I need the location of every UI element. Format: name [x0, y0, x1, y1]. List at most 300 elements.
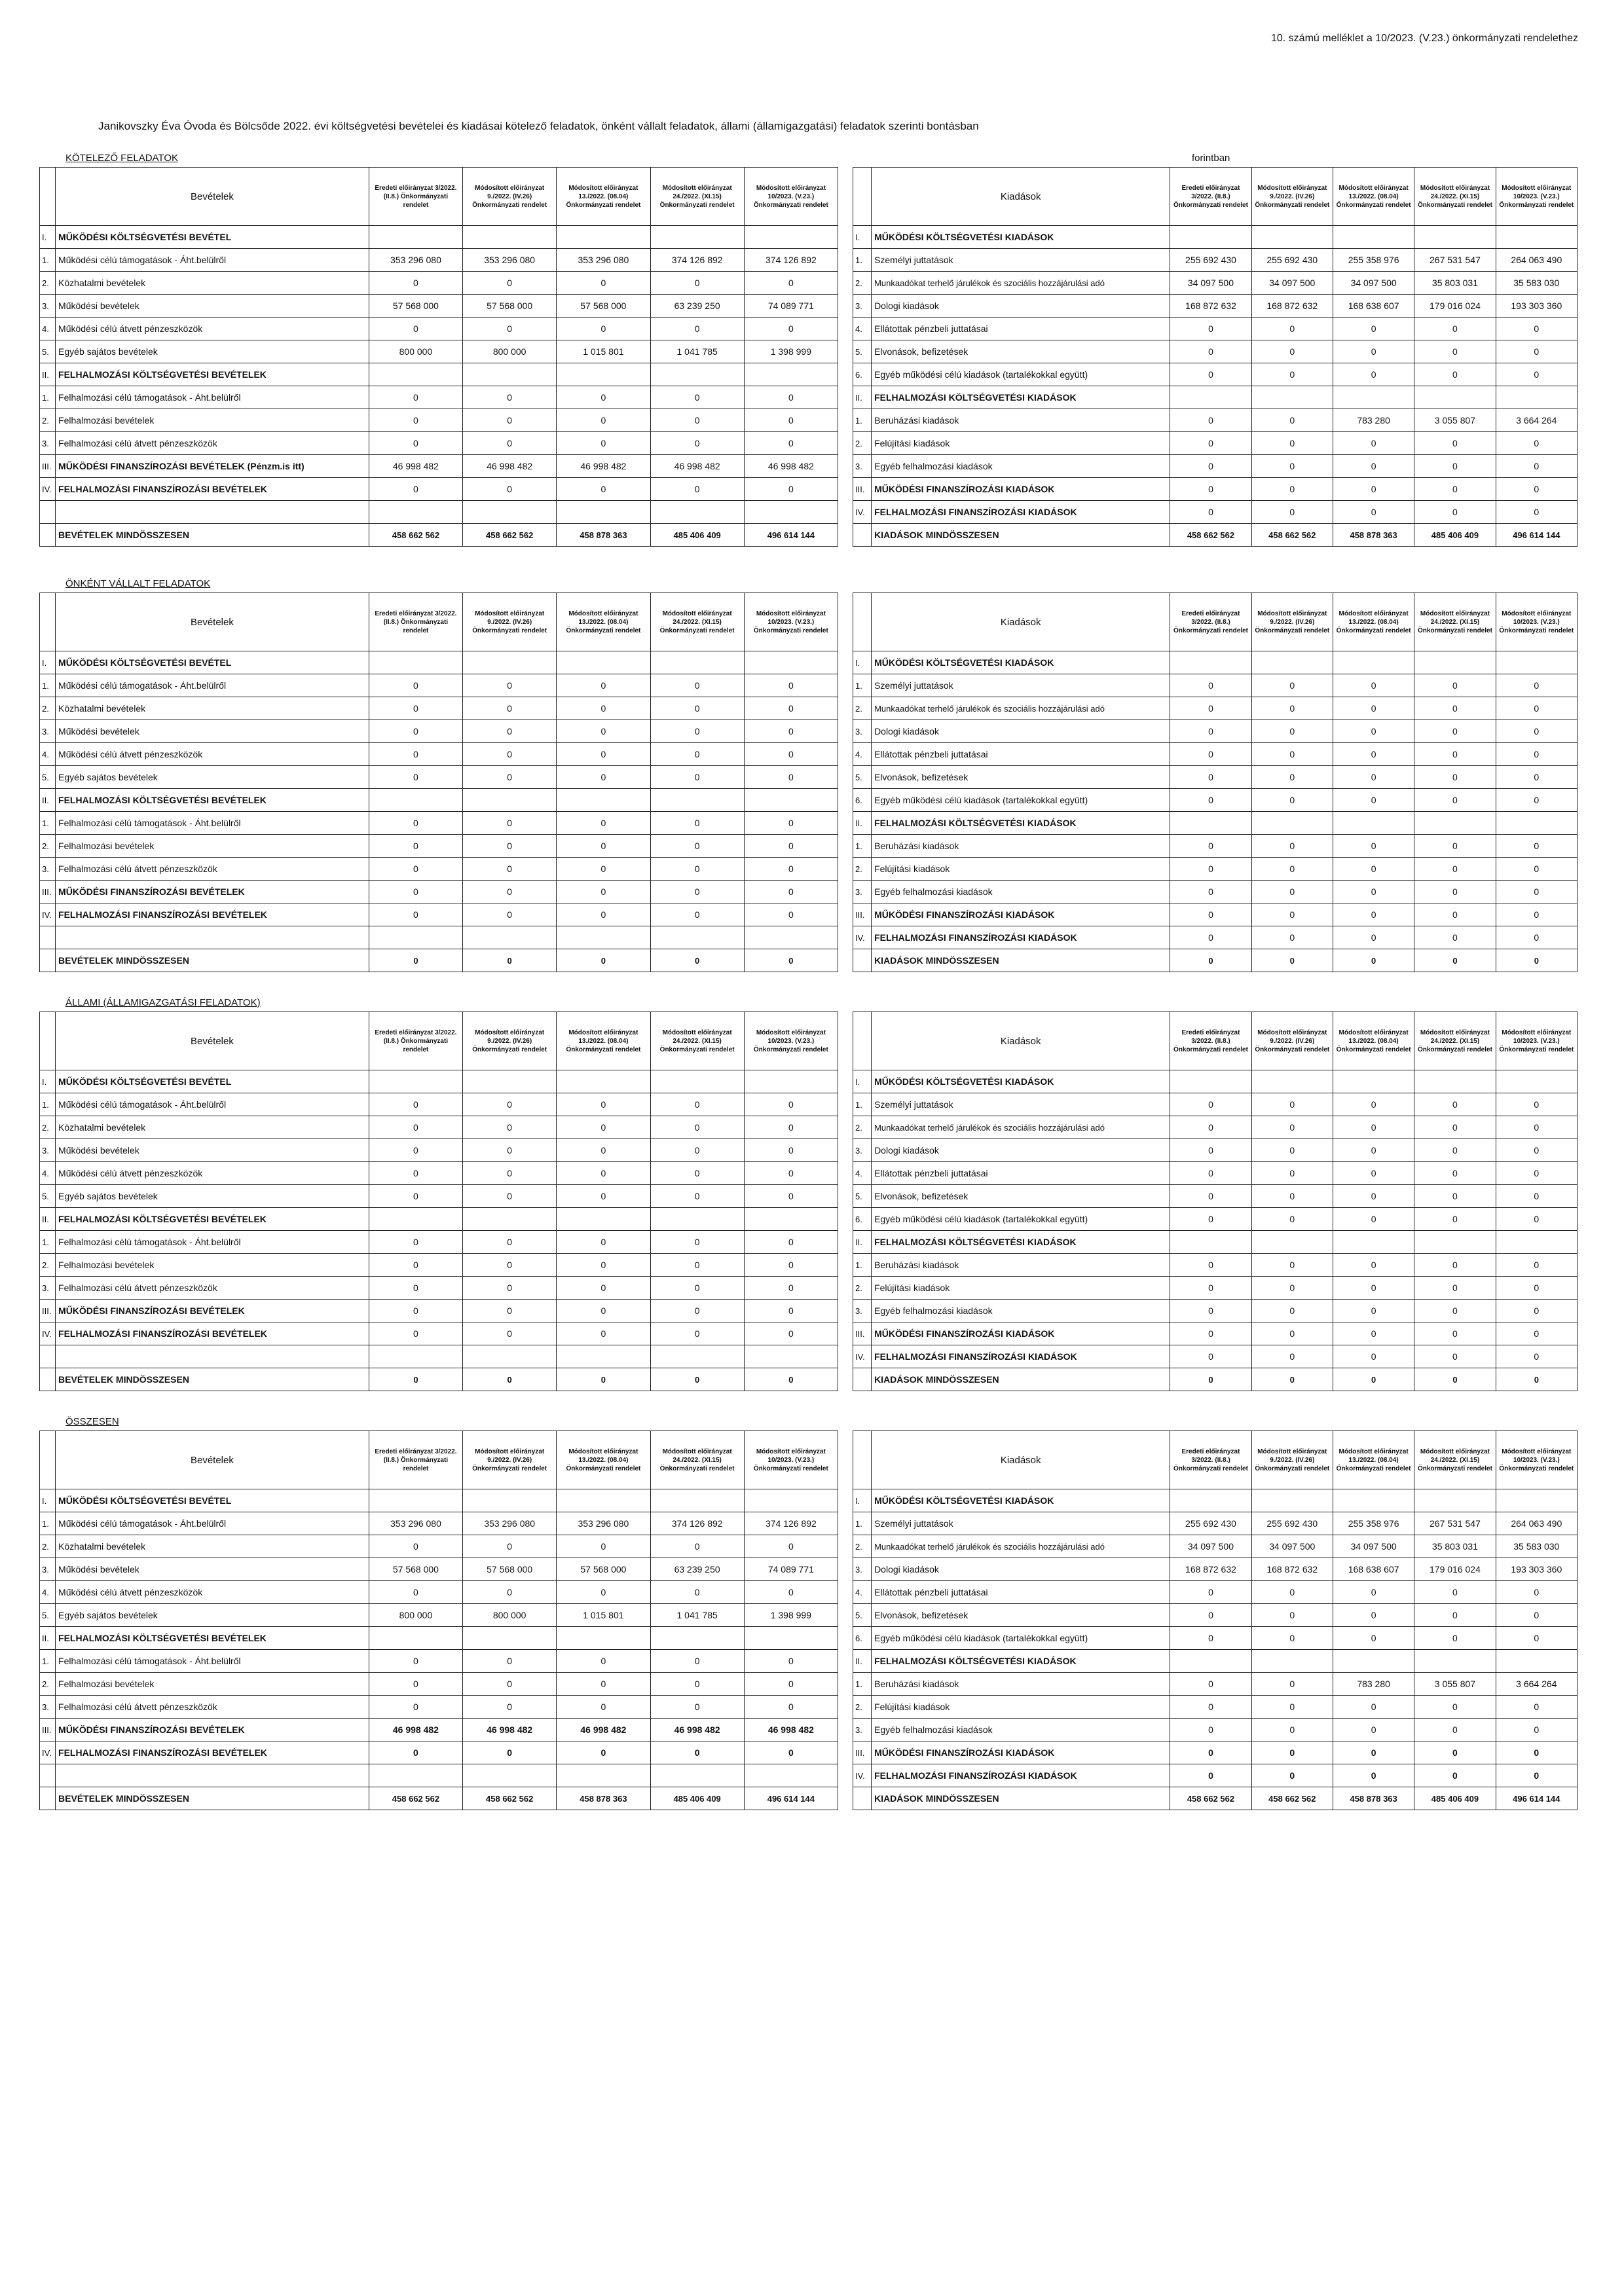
row-number: 2. [40, 1535, 56, 1558]
section-tables [39, 167, 1578, 547]
row-label: MŰKÖDÉSI FINANSZÍROZÁSI KIADÁSOK [872, 903, 1170, 926]
value-cell: 0 [1170, 1116, 1251, 1139]
value-cell: 0 [369, 1116, 462, 1139]
value-cell: 34 097 500 [1251, 272, 1333, 295]
value-cell [1414, 651, 1496, 674]
row-number [40, 524, 56, 547]
value-cell: 0 [557, 1254, 650, 1277]
value-cell: 0 [650, 1368, 744, 1391]
value-cell [369, 926, 462, 949]
revenue-row [40, 1070, 838, 1093]
revenue-row [40, 272, 838, 295]
expense-row [853, 651, 1578, 674]
value-cell [1496, 1070, 1577, 1093]
value-cell: 0 [1251, 1162, 1333, 1185]
value-cell: 0 [1414, 1719, 1496, 1741]
row-number: IV. [40, 1741, 56, 1764]
value-cell: 0 [1251, 766, 1333, 789]
value-cell: 0 [1170, 835, 1251, 858]
value-cell: 0 [1170, 1139, 1251, 1162]
value-cell: 0 [1170, 926, 1251, 949]
value-cell: 34 097 500 [1251, 1535, 1333, 1558]
value-cell [744, 1489, 838, 1512]
value-cell: 0 [1333, 363, 1414, 386]
value-cell: 0 [650, 1650, 744, 1673]
value-cell: 0 [1170, 881, 1251, 903]
value-cell: 0 [557, 949, 650, 972]
section-block [39, 997, 1578, 1391]
revenue-row [40, 766, 838, 789]
value-cell: 46 998 482 [744, 1719, 838, 1741]
value-cell: 800 000 [463, 340, 557, 363]
value-cell: 0 [1414, 478, 1496, 501]
value-cell [463, 926, 557, 949]
row-number: 2. [40, 1673, 56, 1696]
row-number: 1. [40, 249, 56, 272]
value-cell: 374 126 892 [650, 249, 744, 272]
column-header-2: Módosított előirányzat 9./2022. (IV.26) Önkormányzati rendelet [1251, 1431, 1333, 1489]
value-cell [463, 1627, 557, 1650]
row-number: 4. [40, 743, 56, 766]
value-cell: 0 [1496, 1696, 1577, 1719]
row-label: Felújítási kiadások [872, 1696, 1170, 1719]
revenue-row [40, 835, 838, 858]
row-number: II. [40, 1627, 56, 1650]
expense-row [853, 432, 1578, 455]
column-header-1: Eredeti előirányzat 3/2022. (II.8.) Önkormányzati rendelet [369, 593, 462, 651]
column-header-4: Módosított előirányzat 24./2022. (XI.15) Önkormányzati rendelet [650, 1012, 744, 1070]
row-label: Működési célú átvett pénzeszközök [56, 318, 369, 340]
value-cell: 267 531 547 [1414, 249, 1496, 272]
value-cell: 0 [650, 318, 744, 340]
row-label: Működési célú támogatások - Áht.belülről [56, 249, 369, 272]
row-label: FELHALMOZÁSI KÖLTSÉGVETÉSI KIADÁSOK [872, 1231, 1170, 1254]
value-cell [1414, 386, 1496, 409]
revenue-header-label: Bevételek [56, 168, 369, 226]
revenue-row [40, 1764, 838, 1787]
row-label: Ellátottak pénzbeli juttatásai [872, 743, 1170, 766]
value-cell: 0 [1333, 949, 1414, 972]
row-number: 4. [853, 318, 872, 340]
value-cell: 0 [557, 478, 650, 501]
value-cell: 458 878 363 [557, 1787, 650, 1810]
value-cell: 168 872 632 [1251, 1558, 1333, 1581]
row-label: FELHALMOZÁSI KÖLTSÉGVETÉSI BEVÉTELEK [56, 363, 369, 386]
value-cell: 0 [1251, 1208, 1333, 1231]
revenue-row [40, 926, 838, 949]
value-cell: 63 239 250 [650, 295, 744, 318]
value-cell: 0 [1414, 1581, 1496, 1604]
value-cell: 0 [1333, 674, 1414, 697]
expense-total-row [853, 1787, 1578, 1810]
value-cell: 0 [1170, 743, 1251, 766]
value-cell: 0 [557, 1300, 650, 1322]
row-number: III. [40, 881, 56, 903]
value-cell: 0 [1496, 949, 1577, 972]
row-label: Egyéb működési célú kiadások (tartalékokkal együtt) [872, 789, 1170, 812]
value-cell: 0 [1496, 789, 1577, 812]
value-cell: 485 406 409 [650, 1787, 744, 1810]
value-cell: 0 [1496, 1116, 1577, 1139]
value-cell: 0 [369, 766, 462, 789]
value-cell: 0 [1333, 1604, 1414, 1627]
value-cell: 0 [1333, 1277, 1414, 1300]
value-cell: 168 872 632 [1170, 295, 1251, 318]
revenue-header-row [40, 168, 838, 226]
row-label: Működési célú átvett pénzeszközök [56, 1581, 369, 1604]
row-label: Ellátottak pénzbeli juttatásai [872, 1581, 1170, 1604]
row-label: Felhalmozási célú átvett pénzeszközök [56, 1696, 369, 1719]
value-cell: 0 [1333, 455, 1414, 478]
expense-row [853, 789, 1578, 812]
value-cell: 0 [744, 1368, 838, 1391]
value-cell [557, 1208, 650, 1231]
value-cell [650, 1489, 744, 1512]
expense-row [853, 766, 1578, 789]
value-cell [1496, 1650, 1577, 1673]
revenue-row [40, 363, 838, 386]
row-number: IV. [853, 501, 872, 524]
value-cell: 0 [557, 1535, 650, 1558]
row-number: 3. [40, 1558, 56, 1581]
row-number: III. [853, 1741, 872, 1764]
value-cell: 0 [1170, 1093, 1251, 1116]
value-cell: 0 [1333, 318, 1414, 340]
row-label: Dologi kiadások [872, 720, 1170, 743]
value-cell: 0 [744, 1116, 838, 1139]
value-cell: 3 055 807 [1414, 409, 1496, 432]
value-cell [1251, 1070, 1333, 1093]
revenue-table [39, 1430, 838, 1810]
value-cell: 0 [650, 1696, 744, 1719]
value-cell [1333, 651, 1414, 674]
row-label: Munkaadókat terhelő járulékok és szociális hozzájárulási adó [872, 1535, 1170, 1558]
value-cell: 353 296 080 [463, 1512, 557, 1535]
expense-row [853, 1719, 1578, 1741]
row-label: KIADÁSOK MINDÖSSZESEN [872, 1368, 1170, 1391]
value-cell: 0 [1251, 432, 1333, 455]
value-cell [463, 1070, 557, 1093]
value-cell: 0 [369, 409, 462, 432]
value-cell: 0 [1414, 926, 1496, 949]
value-cell: 0 [1333, 720, 1414, 743]
value-cell: 0 [650, 1231, 744, 1254]
expense-table [853, 1430, 1578, 1810]
row-number: 5. [853, 1185, 872, 1208]
revenue-row [40, 478, 838, 501]
expense-row [853, 1627, 1578, 1650]
expense-row [853, 249, 1578, 272]
value-cell: 0 [744, 478, 838, 501]
value-cell [1170, 651, 1251, 674]
value-cell [1414, 1070, 1496, 1093]
value-cell [463, 1764, 557, 1787]
value-cell: 0 [369, 1185, 462, 1208]
value-cell: 0 [463, 812, 557, 835]
expense-row [853, 318, 1578, 340]
section-tables [39, 1430, 1578, 1810]
column-header-3: Módosított előirányzat 13./2022. (08.04) Önkormányzati rendelet [1333, 593, 1414, 651]
row-number: 2. [853, 697, 872, 720]
row-label: MŰKÖDÉSI KÖLTSÉGVETÉSI BEVÉTEL [56, 226, 369, 249]
value-cell [369, 363, 462, 386]
row-number: 3. [40, 1277, 56, 1300]
revenue-row [40, 1162, 838, 1185]
row-label: Közhatalmi bevételek [56, 1535, 369, 1558]
value-cell: 0 [1251, 1719, 1333, 1741]
row-number: 3. [853, 1558, 872, 1581]
value-cell: 0 [463, 1162, 557, 1185]
value-cell: 800 000 [369, 1604, 462, 1627]
section-title: ÁLLAMI (ÁLLAMIGAZGATÁSI FELADATOK) [65, 997, 261, 1008]
row-number: I. [853, 226, 872, 249]
expense-row [853, 295, 1578, 318]
value-cell [557, 789, 650, 812]
row-number: III. [853, 478, 872, 501]
row-number: II. [853, 1231, 872, 1254]
row-number: III. [40, 455, 56, 478]
value-cell: 458 878 363 [1333, 1787, 1414, 1810]
value-cell: 0 [1251, 1741, 1333, 1764]
revenue-header-row [40, 1431, 838, 1489]
revenue-row [40, 1139, 838, 1162]
value-cell: 0 [1414, 432, 1496, 455]
revenue-row [40, 249, 838, 272]
value-cell: 0 [744, 318, 838, 340]
row-label: Felhalmozási célú átvett pénzeszközök [56, 1277, 369, 1300]
expense-row [853, 858, 1578, 881]
expense-row [853, 501, 1578, 524]
value-cell: 0 [369, 318, 462, 340]
value-cell: 0 [1414, 1139, 1496, 1162]
value-cell: 1 015 801 [557, 340, 650, 363]
row-number: 2. [40, 697, 56, 720]
value-cell: 0 [744, 1093, 838, 1116]
row-label: Egyéb működési célú kiadások (tartalékokkal együtt) [872, 363, 1170, 386]
value-cell [463, 363, 557, 386]
row-label: Egyéb sajátos bevételek [56, 340, 369, 363]
value-cell [650, 1208, 744, 1231]
value-cell: 0 [1333, 501, 1414, 524]
value-cell: 0 [463, 1277, 557, 1300]
value-cell: 35 803 031 [1414, 272, 1496, 295]
value-cell [744, 1345, 838, 1368]
row-number [40, 1368, 56, 1391]
value-cell: 0 [1251, 1627, 1333, 1650]
value-cell: 0 [557, 318, 650, 340]
value-cell: 0 [1333, 858, 1414, 881]
value-cell [369, 1627, 462, 1650]
value-cell: 0 [557, 1322, 650, 1345]
value-cell: 0 [1170, 720, 1251, 743]
value-cell: 0 [463, 1581, 557, 1604]
row-number: IV. [853, 1764, 872, 1787]
expense-row [853, 1764, 1578, 1787]
row-label: MŰKÖDÉSI FINANSZÍROZÁSI BEVÉTELEK [56, 1300, 369, 1322]
value-cell: 179 016 024 [1414, 295, 1496, 318]
value-cell: 0 [1170, 455, 1251, 478]
column-header-5: Módosított előirányzat 10/2023. (V.23.) Önkormányzati rendelet [1496, 168, 1577, 226]
value-cell: 0 [1496, 766, 1577, 789]
row-number: IV. [853, 1345, 872, 1368]
row-number: 2. [853, 858, 872, 881]
value-cell: 0 [650, 432, 744, 455]
value-cell: 0 [1251, 697, 1333, 720]
value-cell: 34 097 500 [1333, 272, 1414, 295]
value-cell [1333, 226, 1414, 249]
value-cell: 0 [1414, 720, 1496, 743]
value-cell: 0 [1170, 1208, 1251, 1231]
value-cell: 0 [650, 881, 744, 903]
row-label: MŰKÖDÉSI FINANSZÍROZÁSI KIADÁSOK [872, 1322, 1170, 1345]
value-cell: 0 [1251, 1277, 1333, 1300]
value-cell: 0 [1414, 858, 1496, 881]
row-number: 3. [853, 295, 872, 318]
row-number [40, 1764, 56, 1787]
column-header-4: Módosított előirányzat 24./2022. (XI.15) Önkormányzati rendelet [650, 1431, 744, 1489]
value-cell: 0 [744, 1650, 838, 1673]
revenue-row [40, 1254, 838, 1277]
row-number: I. [853, 1070, 872, 1093]
value-cell: 0 [744, 1254, 838, 1277]
value-cell: 0 [1251, 363, 1333, 386]
expense-row [853, 1208, 1578, 1231]
value-cell: 0 [1496, 743, 1577, 766]
value-cell: 0 [1333, 1093, 1414, 1116]
value-cell: 0 [650, 858, 744, 881]
value-cell: 0 [557, 812, 650, 835]
value-cell: 0 [1251, 1093, 1333, 1116]
value-cell: 0 [369, 1535, 462, 1558]
value-cell: 0 [1496, 1300, 1577, 1322]
value-cell: 0 [650, 766, 744, 789]
value-cell: 353 296 080 [369, 249, 462, 272]
value-cell [744, 501, 838, 524]
row-number [40, 926, 56, 949]
value-cell: 0 [1414, 903, 1496, 926]
revenue-row [40, 1512, 838, 1535]
expense-header-row [853, 593, 1578, 651]
value-cell [557, 1345, 650, 1368]
value-cell: 0 [369, 272, 462, 295]
document-title: Janikovszky Éva Óvoda és Bölcsőde 2022. évi költségvetési bevételei és kiadásai kötelező feladatok, önként vállalt feladatok, állami (államigazgatási) feladatok szerinti bontásban [98, 120, 979, 132]
row-number: 3. [853, 720, 872, 743]
expense-header-label: Kiadások [872, 168, 1170, 226]
expense-row [853, 1512, 1578, 1535]
value-cell [557, 1627, 650, 1650]
value-cell [1251, 226, 1333, 249]
revenue-row [40, 1322, 838, 1345]
value-cell: 485 406 409 [650, 524, 744, 547]
row-label: Felhalmozási célú támogatások - Áht.belülről [56, 1231, 369, 1254]
value-cell: 46 998 482 [744, 455, 838, 478]
row-label: Közhatalmi bevételek [56, 272, 369, 295]
value-cell: 0 [1414, 697, 1496, 720]
value-cell [369, 789, 462, 812]
value-cell: 0 [463, 674, 557, 697]
revenue-row [40, 1093, 838, 1116]
revenue-total-row [40, 524, 838, 547]
section-block [39, 1416, 1578, 1810]
value-cell: 0 [1251, 674, 1333, 697]
expense-table [853, 592, 1578, 972]
revenue-row [40, 386, 838, 409]
row-number: IV. [853, 926, 872, 949]
value-cell: 0 [1414, 1300, 1496, 1322]
expense-row [853, 1604, 1578, 1627]
value-cell: 0 [744, 949, 838, 972]
row-number [40, 501, 56, 524]
row-label: FELHALMOZÁSI FINANSZÍROZÁSI KIADÁSOK [872, 501, 1170, 524]
value-cell: 458 878 363 [557, 524, 650, 547]
row-number: I. [853, 1489, 872, 1512]
value-cell: 0 [1333, 1581, 1414, 1604]
value-cell: 0 [1333, 1719, 1414, 1741]
value-cell: 0 [650, 1116, 744, 1139]
value-cell: 193 303 360 [1496, 295, 1577, 318]
value-cell: 0 [744, 743, 838, 766]
value-cell: 0 [1251, 1368, 1333, 1391]
value-cell: 0 [1251, 881, 1333, 903]
row-label: FELHALMOZÁSI KÖLTSÉGVETÉSI BEVÉTELEK [56, 789, 369, 812]
row-number: 2. [40, 1116, 56, 1139]
value-cell: 0 [1170, 766, 1251, 789]
value-cell [557, 926, 650, 949]
value-cell: 0 [1333, 789, 1414, 812]
revenue-row [40, 1558, 838, 1581]
value-cell: 0 [744, 881, 838, 903]
value-cell: 0 [650, 697, 744, 720]
value-cell: 0 [1496, 858, 1577, 881]
row-label: Ellátottak pénzbeli juttatásai [872, 1162, 1170, 1185]
value-cell: 0 [744, 1696, 838, 1719]
value-cell [1251, 1650, 1333, 1673]
revenue-row [40, 409, 838, 432]
value-cell: 0 [557, 1116, 650, 1139]
row-label: Személyi juttatások [872, 674, 1170, 697]
row-number: 2. [40, 272, 56, 295]
value-cell: 0 [650, 1139, 744, 1162]
revenue-row [40, 1300, 838, 1322]
revenue-total-row [40, 1787, 838, 1810]
row-number: 3. [853, 1719, 872, 1741]
row-number: 6. [853, 363, 872, 386]
value-cell: 0 [463, 432, 557, 455]
value-cell: 0 [1170, 1696, 1251, 1719]
value-cell [1496, 386, 1577, 409]
value-cell [1170, 1070, 1251, 1093]
row-number: 1. [40, 1093, 56, 1116]
value-cell: 0 [1251, 835, 1333, 858]
value-cell: 0 [1251, 743, 1333, 766]
value-cell: 0 [1414, 1368, 1496, 1391]
row-label: Egyéb felhalmozási kiadások [872, 455, 1170, 478]
value-cell: 0 [1414, 789, 1496, 812]
revenue-row [40, 651, 838, 674]
expense-table [853, 1011, 1578, 1391]
value-cell: 0 [650, 1673, 744, 1696]
value-cell: 0 [650, 743, 744, 766]
value-cell: 0 [1251, 1116, 1333, 1139]
row-number: 6. [853, 1208, 872, 1231]
row-number: 3. [853, 1139, 872, 1162]
expense-row [853, 1489, 1578, 1512]
value-cell: 458 662 562 [1170, 1787, 1251, 1810]
row-number: IV. [40, 1322, 56, 1345]
row-label: Személyi juttatások [872, 1093, 1170, 1116]
value-cell: 0 [1170, 501, 1251, 524]
value-cell: 0 [1414, 766, 1496, 789]
